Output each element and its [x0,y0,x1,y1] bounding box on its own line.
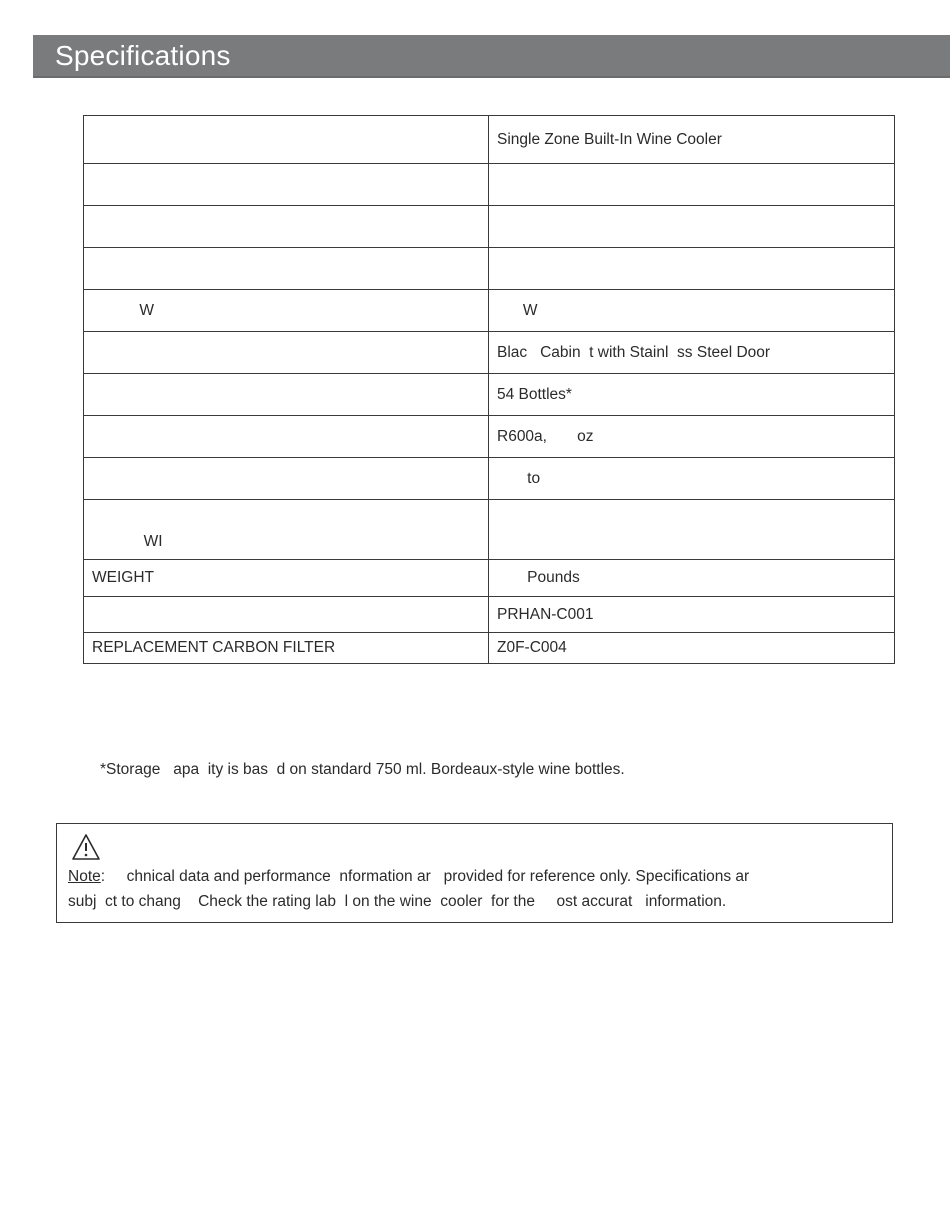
table-row [84,416,895,458]
table-row [84,458,895,500]
section-header-bar [33,35,950,78]
spec-value: W [489,290,895,332]
table-row [84,164,895,206]
spec-value: Blac Cabin t with Stainl ss Steel Door [489,332,895,374]
table-row [84,633,895,664]
table-row [84,560,895,597]
spec-value: to [489,458,895,500]
table-row [84,332,895,374]
spec-label [84,206,489,248]
spec-label [84,248,489,290]
spec-value: R600a, oz [489,416,895,458]
storage-capacity-footnote: *Storage apa ity is bas d on standard 750 ml. Bordeaux-style wine bottles. [100,761,625,778]
table-row [84,206,895,248]
spec-label: WEIGHT [84,560,489,597]
spec-value: PRHAN-C001 [489,597,895,633]
specifications-table [83,115,895,664]
spec-value: 54 Bottles* [489,374,895,416]
section-title: Specifications [55,40,231,71]
spec-value [489,206,895,248]
spec-value: Single Zone Built-In Wine Cooler [489,116,895,164]
spec-label [84,458,489,500]
spec-value: Pounds [489,560,895,597]
spec-label [84,164,489,206]
table-row [84,248,895,290]
spec-label [84,597,489,633]
spec-label: WI [84,500,489,560]
table-row [84,290,895,332]
warning-triangle-icon [71,833,101,861]
spec-label [84,332,489,374]
table-row [84,374,895,416]
spec-value: Z0F-C004 [489,633,895,664]
spec-label: W [84,290,489,332]
spec-label: REPLACEMENT CARBON FILTER [84,633,489,664]
spec-value [489,500,895,560]
note-line-2: subj ct to chang Check the rating lab l on the wine cooler for the ost accurat information. [68,893,727,910]
spec-label [84,416,489,458]
spec-value [489,164,895,206]
note-box [56,823,893,923]
spec-label [84,116,489,164]
spec-label [84,374,489,416]
table-row [84,500,895,560]
note-label: Note [68,868,101,885]
note-line-1: : chnical data and performance nformation ar provided for reference only. Specifications ar [100,868,750,885]
note-text [68,864,749,914]
table-row [84,116,895,164]
table-row [84,597,895,633]
spec-value [489,248,895,290]
